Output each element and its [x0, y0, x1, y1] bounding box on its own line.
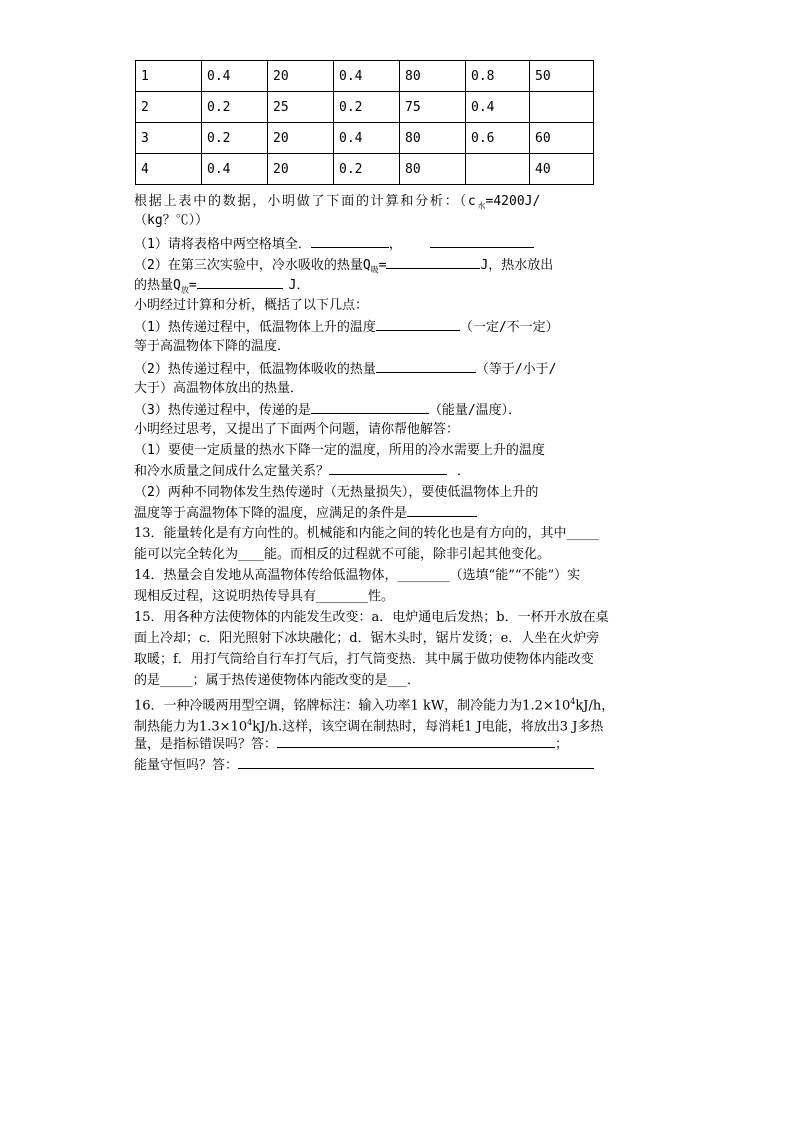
- think-question-1-cont: 和冷水质量之间成什么定量关系？ ．: [134, 464, 471, 479]
- table-cell: 4: [136, 154, 202, 185]
- table-cell: 0.4: [202, 154, 268, 185]
- table-cell: 0.6: [466, 123, 530, 154]
- answer-blank[interactable]: [376, 360, 476, 373]
- data-table: [135, 60, 594, 185]
- question-15-line-3: 取暖；f．用打气筒给自行车打气后，打气筒变热．其中属于做功使物体内能改变: [134, 652, 594, 667]
- think-question-2-cont: 温度等于高温物体下降的温度，应满足的条件是: [134, 504, 477, 523]
- table-cell: 1: [136, 61, 202, 92]
- table-cell: 0.8: [466, 61, 530, 92]
- table-cell: 80: [400, 123, 466, 154]
- question-1: （1）请将表格中两空格填全． ，: [134, 235, 534, 254]
- question-16: 16．一种冷暖两用型空调，铭牌标注：输入功率1 kW，制冷能力为$1.2\times 10^4kJ/h$，: [134, 697, 615, 714]
- table-row: [136, 123, 594, 154]
- think-question-2: （2）两种不同物体发生热传递时（无热量损失），要使低温物体上升的: [134, 485, 539, 500]
- question-15: 15．用各种方法使物体的内能发生改变：a．电炉通电后发热；b．一杯开水放在桌: [134, 610, 609, 625]
- table-cell: 75: [400, 92, 466, 123]
- table-cell: 0.2: [202, 92, 268, 123]
- table-cell: 0.2: [334, 154, 400, 185]
- answer-blank[interactable]: [430, 235, 534, 248]
- question-13-cont: 能可以完全转化为____能。而相反的过程就不可能，除非引起其他变化。: [134, 547, 551, 562]
- point-1-cont: 等于高温物体下降的温度．: [134, 339, 291, 354]
- answer-blank[interactable]: [197, 276, 283, 289]
- answer-blank[interactable]: [386, 256, 480, 269]
- intro-line: 根据上表中的数据，小明做了下面的计算和分析：（$c_水=4200J/$: [134, 194, 541, 211]
- table-cell: 80: [400, 61, 466, 92]
- point-1: （1）热传递过程中，低温物体上升的温度 （一定/不一定）: [134, 320, 559, 335]
- question-16-line-4: 能量守恒吗？答：: [134, 756, 594, 775]
- question-16-line-2: 制热能力为$1.3\times 10^4kJ/h$.这样，该空调在制热时，每消耗1 J电能，将放出3 J多热: [134, 718, 604, 735]
- table-cell: 20: [268, 154, 334, 185]
- question-16-line-3: 量，是指标错误吗？答： ；: [134, 737, 569, 752]
- table-cell: 0.4: [202, 61, 268, 92]
- question-2: （2）在第三次实验中，冷水吸收的热量$Q_吸= J$，热水放出: [134, 258, 554, 275]
- answer-blank[interactable]: [277, 735, 555, 748]
- table-cell: 80: [400, 154, 466, 185]
- question-13: 13．能量转化是有方向性的。机械能和内能之间的转化也是有方向的，其中_____: [134, 526, 600, 541]
- table-row: [136, 154, 594, 185]
- table-cell: 20: [268, 61, 334, 92]
- summary-line: 小明经过计算和分析，概括了以下几点：: [134, 298, 369, 313]
- point-2: （2）热传递过程中，低温物体吸收的热量 （等于/小于/: [134, 362, 557, 377]
- table-cell: 0.4: [466, 92, 530, 123]
- table-cell: 0.4: [334, 123, 400, 154]
- answer-blank[interactable]: [311, 235, 389, 248]
- table-cell: 20: [268, 123, 334, 154]
- intro-line-2: （kg？℃））: [134, 213, 209, 228]
- table-row: [136, 61, 594, 92]
- table-cell: 0.2: [334, 92, 400, 123]
- answer-blank[interactable]: [376, 318, 460, 331]
- answer-blank[interactable]: [238, 756, 594, 769]
- think-question-1: （1）要使一定质量的热水下降一定的温度，所用的冷水需要上升的温度: [134, 443, 545, 458]
- question-14-cont: 现相反过程，这说明热传导具有________性。: [134, 589, 395, 604]
- table-cell: 60: [530, 123, 594, 154]
- table-row: [136, 92, 594, 123]
- table-cell: 50: [530, 61, 594, 92]
- table-cell: 40: [530, 154, 594, 185]
- think-line: 小明经过思考，又提出了下面两个问题，请你帮他解答：: [134, 422, 460, 437]
- point-2-cont: 大于）高温物体放出的热量．: [134, 381, 304, 396]
- table-cell: 0.4: [334, 61, 400, 92]
- table-cell: 0.2: [202, 123, 268, 154]
- table-cell: 2: [136, 92, 202, 123]
- table-cell: [530, 92, 594, 123]
- question-14: 14．热量会自发地从高温物体传给低温物体，________（选填“能”“不能”）实: [134, 568, 581, 583]
- table-cell: 3: [136, 123, 202, 154]
- answer-blank[interactable]: [407, 504, 477, 517]
- question-2-cont: 的热量$Q_放= J$．: [134, 278, 310, 295]
- question-15-line-2: 面上冷却；c．阳光照射下冰块融化；d．锯木头时，锯片发烫；e．人坐在火炉旁: [134, 631, 600, 646]
- table-cell: 25: [268, 92, 334, 123]
- point-3: （3）热传递过程中，传递的是 （能量/温度）．: [134, 403, 522, 418]
- table-cell: [466, 154, 530, 185]
- answer-blank[interactable]: [329, 462, 447, 475]
- question-15-line-4: 的是_____；属于热传递使物体内能改变的是___．: [134, 673, 421, 688]
- answer-blank[interactable]: [311, 401, 429, 414]
